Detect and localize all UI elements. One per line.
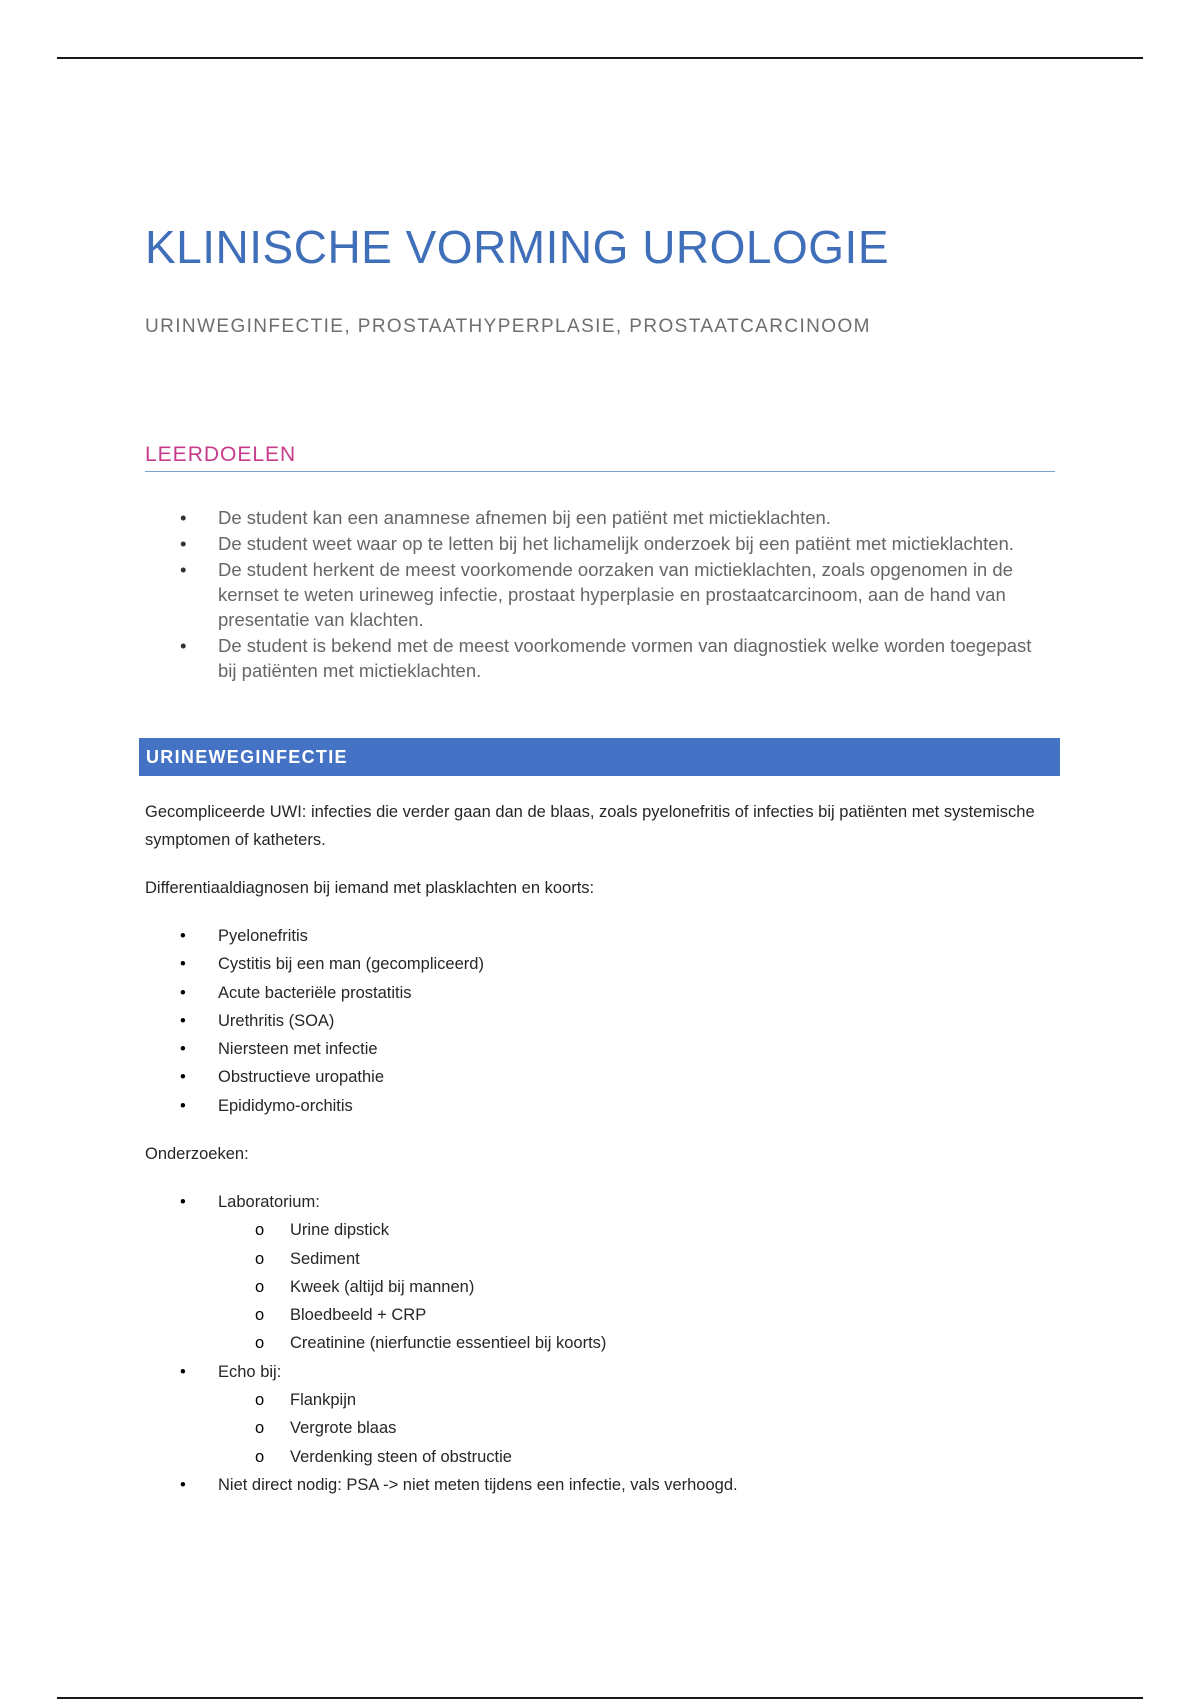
header-rule: [57, 57, 1143, 59]
footer-rule: [57, 1697, 1143, 1699]
list-item: • Pyelonefritis: [145, 922, 1055, 950]
list-item: • De student kan een anamnese afnemen bij een patiënt met mictieklachten.: [145, 505, 1055, 530]
list-item: • Epididymo-orchitis: [145, 1092, 1055, 1120]
list-item: • Acute bacteriële prostatitis: [145, 979, 1055, 1007]
sub-list-item: o Kweek (altijd bij mannen): [145, 1273, 1055, 1301]
section-heading-leerdoelen: LEERDOELEN: [145, 443, 297, 466]
list-item: • Obstructieve uropathie: [145, 1063, 1055, 1091]
document-title: KLINISCHE VORMING UROLOGIE: [145, 221, 890, 273]
heading-underline: [145, 471, 1055, 472]
differential-label: Differentiaaldiagnosen bij iemand met plasklachten en koorts:: [145, 879, 595, 897]
list-item: • Urethritis (SOA): [145, 1007, 1055, 1035]
differential-list: [145, 922, 1055, 1120]
list-item: • De student is bekend met de meest voorkomende vormen van diagnostiek welke worden toegepast bij patiënten met mictieklachten.: [145, 633, 1055, 683]
sub-list-item: o Verdenking steen of obstructie: [145, 1443, 1055, 1471]
sub-list-item: o Creatinine (nierfunctie essentieel bij koorts): [145, 1329, 1055, 1357]
list-item: • De student herkent de meest voorkomende oorzaken van mictieklachten, zoals opgenomen in de kernset te weten urineweg infectie, prostaat hyperplasie en prostaatcarcinoom, aan de hand van presentatie van klachten.: [145, 557, 1055, 632]
sub-list-item: o Vergrote blaas: [145, 1414, 1055, 1442]
intro-paragraph: Gecompliceerde UWI: infecties die verder gaan dan de blaas, zoals pyelonefritis of infecties bij patiënten met systemische symptomen of katheters.: [145, 803, 1035, 849]
list-item: • De student weet waar op te letten bij het lichamelijk onderzoek bij een patiënt met mictieklachten.: [145, 531, 1055, 556]
list-item: • Niersteen met infectie: [145, 1035, 1055, 1063]
learning-goals-list: [145, 505, 1055, 684]
list-item-niet-direct: • Niet direct nodig: PSA -> niet meten tijdens een infectie, vals verhoogd.: [145, 1471, 1055, 1499]
list-item-laboratorium: • Laboratorium:: [145, 1188, 1055, 1216]
sub-list-item: o Bloedbeeld + CRP: [145, 1301, 1055, 1329]
section-heading-urineweginfectie: URINEWEGINFECTIE: [139, 738, 1060, 776]
sub-list-item: o Sediment: [145, 1245, 1055, 1273]
list-item: • Cystitis bij een man (gecompliceerd): [145, 950, 1055, 978]
document-subtitle: URINWEGINFECTIE, PROSTAATHYPERPLASIE, PROSTAATCARCINOOM: [145, 316, 871, 337]
onderzoeken-list: [145, 1188, 1055, 1499]
sub-list-item: o Flankpijn: [145, 1386, 1055, 1414]
sub-list-item: o Urine dipstick: [145, 1216, 1055, 1244]
list-item-echo: • Echo bij:: [145, 1358, 1055, 1386]
onderzoeken-label: Onderzoeken:: [145, 1145, 249, 1163]
